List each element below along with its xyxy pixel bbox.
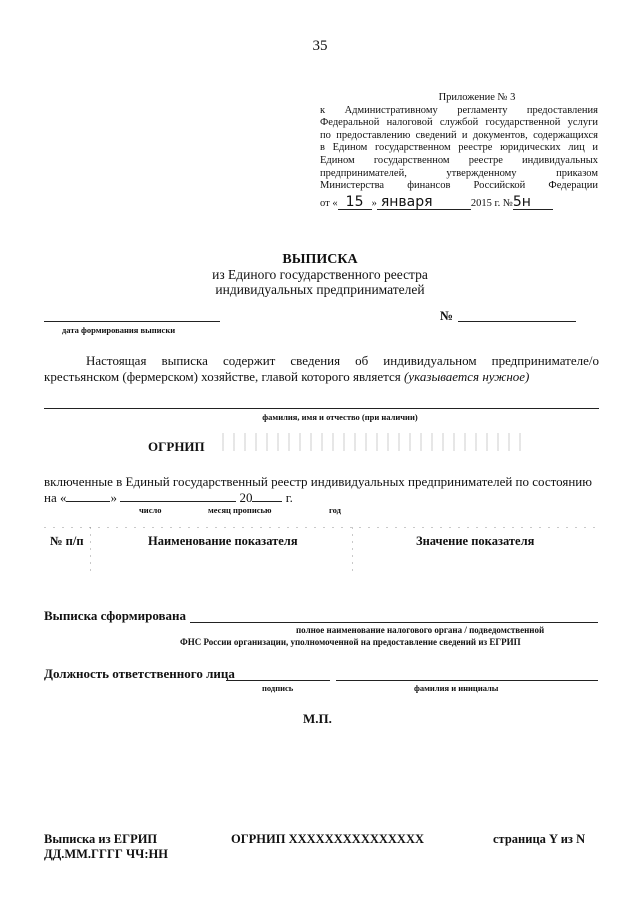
annex-line: в Едином государственном реестре юридических лиц и [320, 142, 598, 154]
table-header-indicator: Наименование показателя [148, 534, 298, 548]
annex-date-month: января [377, 196, 471, 210]
title-line-2: из Единого государственного реестра [212, 267, 428, 282]
annex-date-mid: » [371, 198, 377, 209]
annex-block [320, 92, 598, 193]
annex-line: по предоставлению сведений и документов, содержащихся [320, 129, 598, 141]
intro-text: Настоящая выписка содержит сведения об индивидуальном предпринимателе/о крестьянском (фермерском) хозяйстве, главой которого является [44, 353, 599, 384]
annex-date-prefix: от « [320, 198, 338, 209]
formed-by-label: Выписка сформирована [44, 608, 187, 623]
state-date-prefix: на « [44, 490, 67, 505]
state-date-year-suffix: г. [285, 490, 293, 505]
formation-date-caption: дата формирования выписки [62, 325, 176, 335]
state-date-year-blank [252, 501, 282, 502]
annex-title: Приложение № 3 [438, 92, 516, 103]
footer-extract-label: Выписка из ЕГРИП [44, 832, 158, 846]
title-line-3: индивидуальных предпринимателей [215, 282, 425, 297]
annex-date-year: 2015 г. № [470, 198, 513, 209]
annex-date [320, 196, 553, 210]
caption-day: число [139, 505, 162, 515]
state-date-year-prefix: 20 [239, 490, 253, 505]
formation-date-line [44, 321, 220, 322]
footer-left [44, 832, 168, 862]
caption-month: месяц прописью [208, 505, 272, 515]
annex-body [320, 105, 598, 193]
intro-italic: (указывается нужное) [404, 369, 530, 384]
annex-date-day: 15 [338, 196, 372, 210]
state-date-month-blank [120, 501, 236, 502]
fio-caption: фамилия, имя и отчество (при наличии) [262, 412, 418, 422]
formed-by-line [190, 622, 598, 623]
included-paragraph [44, 474, 599, 506]
signature-line [226, 680, 330, 681]
title-line-1: ВЫПИСКА [282, 252, 358, 267]
document-title [0, 252, 640, 297]
footer-ogrnip: ОГРНИП ХХХХХХХХХХХХХХХ [231, 832, 425, 846]
included-text: включенные в Единый государственный реестр индивидуальных предпринимателей по состоянию [44, 474, 592, 489]
indicators-table [44, 527, 600, 577]
stamp-place: М.П. [303, 711, 332, 726]
table-header-value: Значение показателя [416, 534, 535, 548]
annex-line: Федеральной налоговой службой государственной услуги [320, 117, 598, 129]
ogrnip-value-blank [222, 433, 522, 451]
state-date-mid: » [110, 490, 117, 505]
official-name-caption: фамилия и инициалы [414, 683, 499, 693]
annex-line: Едином государственном реестре индивидуальных [320, 154, 598, 166]
page-number: 35 [312, 38, 328, 54]
annex-date-number: 5н [513, 196, 553, 210]
signature-caption: подпись [262, 683, 294, 693]
official-name-line [336, 680, 598, 681]
formed-by-caption-2: ФНС России организации, уполномоченной на предоставление сведений из ЕГРИП [180, 637, 521, 647]
extract-number-line [458, 321, 576, 322]
official-label: Должность ответственного лица [44, 666, 235, 681]
table-divider-2 [352, 527, 353, 573]
caption-year: год [329, 505, 341, 515]
fio-line [44, 408, 599, 409]
table-divider-1 [90, 527, 91, 573]
table-header-number: № п/п [50, 534, 84, 548]
ogrnip-label: ОГРНИП [148, 439, 205, 454]
annex-line: Министерства финансов Российской Федерации [320, 180, 598, 192]
annex-line: предпринимателей, утвержденному приказом [320, 167, 598, 179]
extract-number-label: № [440, 308, 454, 323]
state-date-day-blank [66, 501, 110, 502]
annex-line: к Административному регламенту предоставления [320, 104, 598, 116]
formed-by-caption-1: полное наименование налогового органа / подведомственной [296, 625, 545, 635]
intro-paragraph [44, 353, 599, 385]
table-top-border [44, 527, 600, 528]
footer-page-count: страница Y из N [493, 832, 586, 846]
footer-datetime: ДД.ММ.ГГГГ ЧЧ:НН [44, 847, 168, 861]
